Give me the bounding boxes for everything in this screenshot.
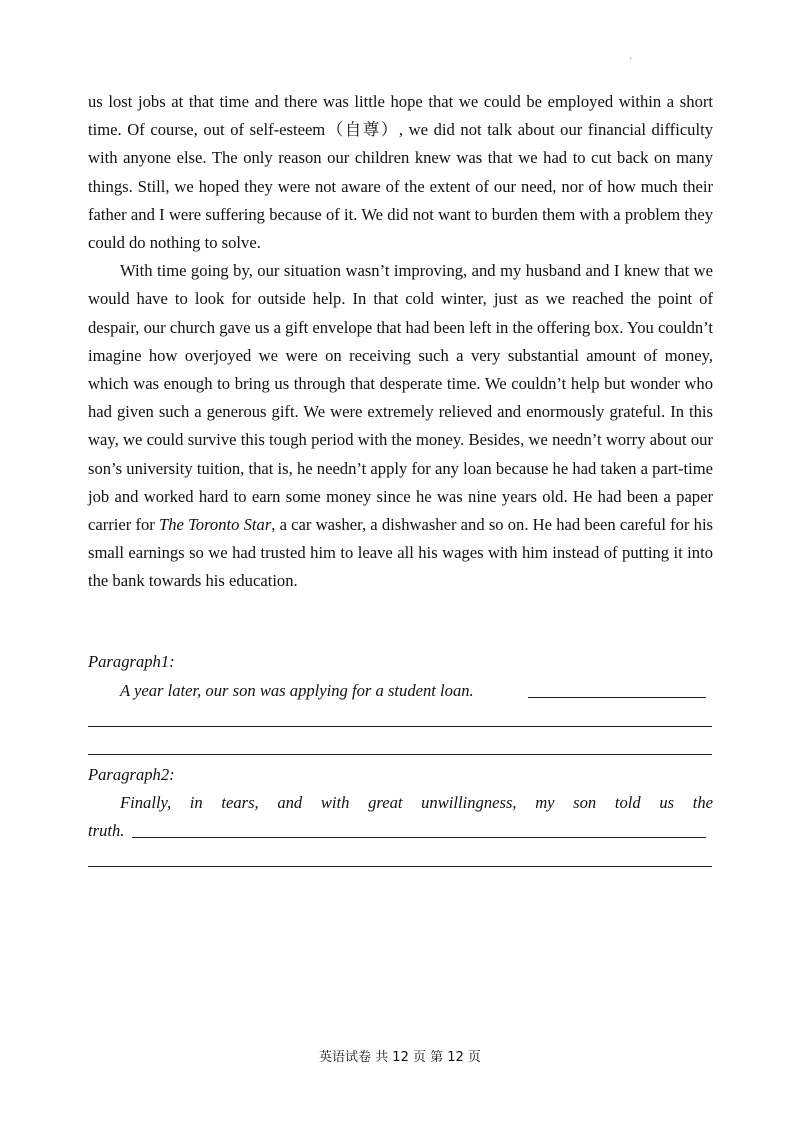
paragraph2-prompt-line-2: truth. <box>88 821 125 840</box>
paragraph1-answer-line-1[interactable] <box>88 726 712 727</box>
paragraph2-answer-blank-inline[interactable] <box>132 837 706 838</box>
passage-paragraph-2-part-a: With time going by, our situation wasn’t improving, and my husband and I knew that we would have to look for outside help. In that cold winter, just as we reached the point of despair, our church gave us a gift envelope that had been left in the offering box. You couldn’t imagine how overjoyed we were on receiving such a very substantial amount of money, which was enough to bring us through that desperate time. We couldn’t help but wonder who had given such a generous gift. We were extremely relieved and enormously grateful. In this way, we could survive this tough period with the money. Besides, we needn’t worry about our son’s university tuition, that is, he needn’t apply for any loan because he had taken a part-time job and worked hard to earn some money since he was nine years old. He had been a paper carrier for <box>88 261 713 535</box>
paragraph1-prompt-text: A year later, our son was applying for a student loan. <box>120 681 474 700</box>
corner-mark: ' <box>630 56 632 66</box>
passage-paragraph-2 <box>88 257 713 595</box>
passage-text <box>88 88 713 596</box>
paragraph1-label: Paragraph1: <box>88 652 175 671</box>
passage-paragraph-1: us lost jobs at that time and there was little hope that we could be employed within a short time. Of course, out of self-esteem（自尊）, we did not talk about our financial difficulty with anyone else. The only reason our children knew was that we had to cut back on many things. Still, we hoped they were not aware of the extent of our need, nor of how much their father and I were suffering because of it. We did not want to burden them with a problem they could do nothing to solve. <box>88 92 713 253</box>
paragraph1-prompt <box>88 677 713 705</box>
paragraph1-answer-blank-inline[interactable] <box>528 697 706 698</box>
paragraph2-label: Paragraph2: <box>88 765 175 784</box>
paragraph1-answer-line-2[interactable] <box>88 754 712 755</box>
passage-paragraph-2-part-b: , a car washer, a dishwasher and so on. He had been careful for his small earnings so we had trusted him to leave all his wages with him instead of putting it into the bank towards his education. <box>88 515 714 591</box>
paragraph2-prompt-line-1: Finally, in tears, and with great unwillingness, my son told us the <box>120 793 713 812</box>
page-footer: 英语试卷 共 12 页 第 12 页 <box>319 1050 481 1065</box>
newspaper-title: The Toronto Star <box>159 515 272 535</box>
paragraph2-answer-line-1[interactable] <box>88 866 712 867</box>
